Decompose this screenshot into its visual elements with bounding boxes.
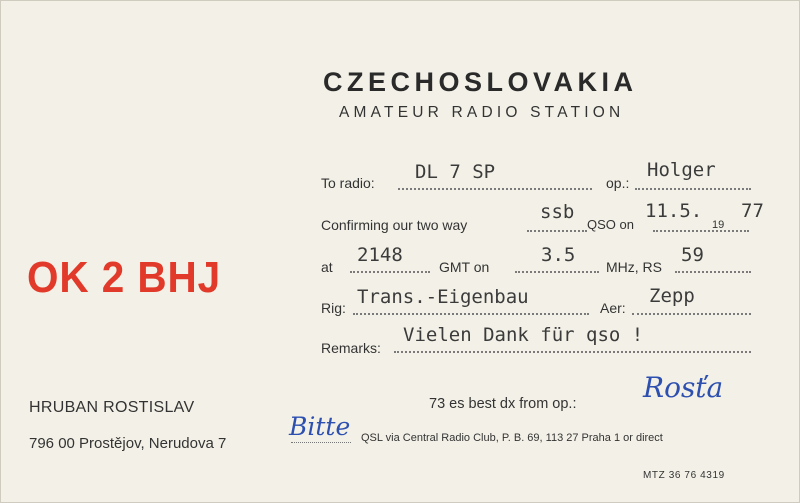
best-dx-label: 73 es best dx from op.: (429, 396, 577, 412)
aer-value: Zepp (649, 285, 695, 307)
freq-value: 3.5 (541, 244, 576, 266)
rig-label: Rig: (321, 300, 346, 316)
country-heading: CZECHOSLOVAKIA (323, 67, 638, 97)
at-label: at (321, 259, 333, 275)
owner-name: HRUBAN ROSTISLAV (29, 399, 195, 416)
to-radio-label: To radio: (321, 175, 375, 191)
station-address: 796 00 Prostějov, Nerudova 7 (29, 435, 227, 452)
time-line (350, 271, 430, 273)
print-code: MTZ 36 76 4319 (643, 470, 725, 481)
to-radio-value: DL 7 SP (415, 161, 496, 183)
mode-line (527, 230, 587, 232)
rig-value: Trans.-Eigenbau (357, 286, 529, 308)
qso-on-label: QSO on (587, 217, 634, 232)
bitte-handwritten: Bitte (289, 412, 351, 441)
remarks-value: Vielen Dank für qso ! (403, 324, 644, 346)
rs-value: 59 (681, 244, 704, 266)
operator-signature: Rosťa (643, 371, 724, 404)
time-value: 2148 (357, 244, 403, 266)
freq-line (515, 271, 599, 273)
to-radio-line (398, 188, 592, 190)
op-line (635, 188, 751, 190)
mhz-rs-label: MHz, RS (606, 259, 662, 275)
station-subtitle: AMATEUR RADIO STATION (339, 104, 625, 121)
date-value: 11.5. (645, 200, 703, 222)
gmt-on-label: GMT on (439, 259, 490, 275)
op-label: op.: (606, 175, 630, 191)
bitte-line (291, 442, 351, 443)
op-value: Holger (647, 159, 716, 181)
rs-line (675, 271, 751, 273)
remarks-label: Remarks: (321, 340, 381, 356)
mode-value: ssb (540, 201, 575, 223)
aer-line (632, 313, 751, 315)
year-value: 77 (741, 200, 764, 222)
date-line (653, 230, 749, 232)
aer-label: Aer: (600, 300, 626, 316)
confirming-label: Confirming our two way (321, 217, 468, 233)
rig-line (353, 313, 589, 315)
remarks-line (394, 351, 751, 353)
callsign: OK 2 BHJ (27, 253, 222, 302)
year-prefix: 19 (712, 219, 725, 231)
qsl-via-text: QSL via Central Radio Club, P. B. 69, 113 27 Praha 1 or direct (361, 432, 663, 444)
